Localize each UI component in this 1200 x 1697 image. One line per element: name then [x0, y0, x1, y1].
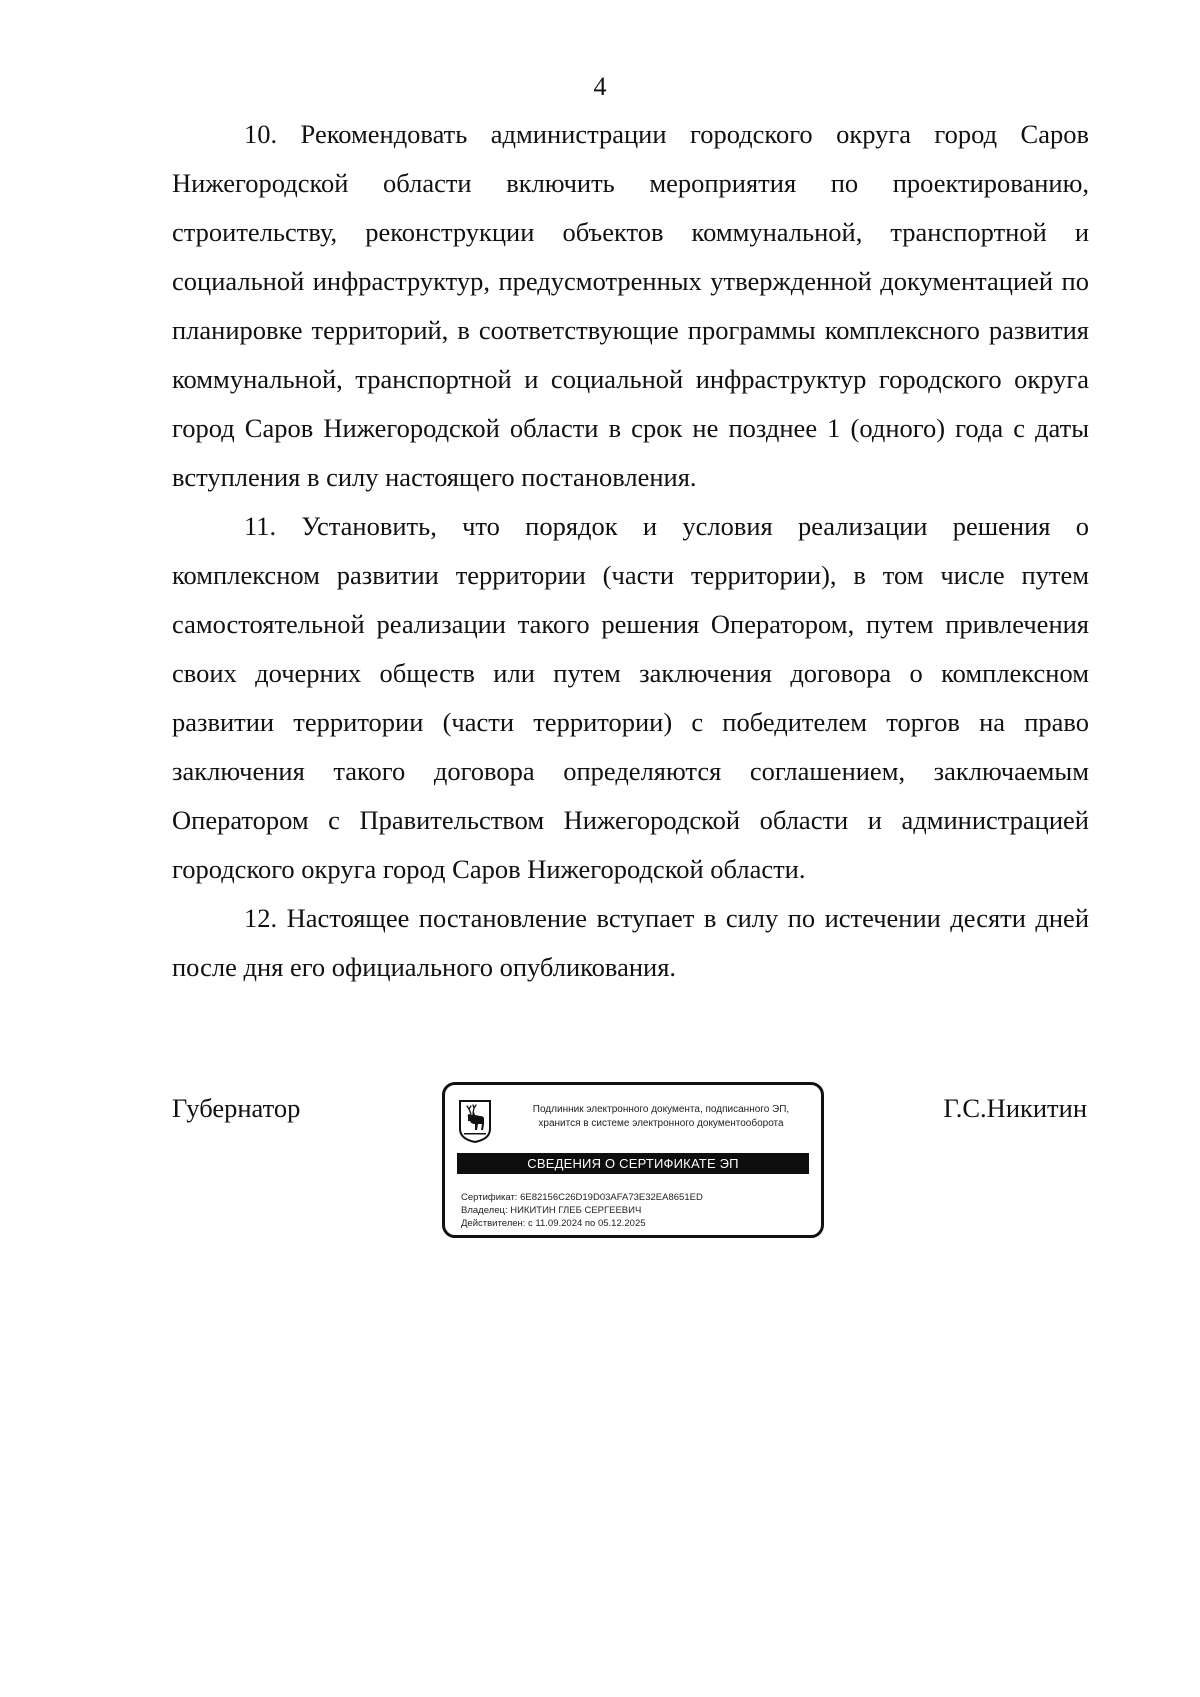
stamp-caption-line: Подлинник электронного документа, подписанного ЭП, [532, 1104, 790, 1115]
stamp-header-bar: СВЕДЕНИЯ О СЕРТИФИКАТЕ ЭП [457, 1153, 809, 1174]
stamp-caption-line: хранится в системе электронного документооборота [538, 1118, 784, 1129]
deer-emblem-icon [458, 1099, 492, 1143]
stamp-validity: Действителен: с 11.09.2024 по 05.12.2025 [461, 1218, 646, 1229]
stamp-certificate: Сертификат: 6E82156C26D19D03AFA73E32EA8651ED [461, 1192, 703, 1203]
electronic-signature-stamp [442, 1082, 824, 1238]
stamp-certificate-info [461, 1191, 811, 1230]
stamp-caption [505, 1103, 817, 1131]
stamp-owner: Владелец: НИКИТИН ГЛЕБ СЕРГЕЕВИЧ [461, 1205, 642, 1216]
paragraph-10: 10. Рекомендовать администрации городского округа город Саров Нижегородской области включить мероприятия по проектированию, строительству, реконструкции объектов коммунальной, транспортной и социальной инфраструктур, предусмотренных утвержденной документацией по планировке территорий, в соответствующие программы комплексного развития коммунальной, транспортной и социальной инфраструктур городского округа город Саров Нижегородской области в срок не позднее 1 (одного) года с даты вступления в силу настоящего постановления. [172, 119, 1089, 492]
paragraph-12: 12. Настоящее постановление вступает в силу по истечении десяти дней после дня его официального опубликования. [172, 903, 1089, 982]
signatory-name: Г.С.Никитин [943, 1093, 1087, 1123]
signatory-title: Губернатор [172, 1093, 301, 1123]
page-number: 4 [593, 72, 607, 101]
paragraph-11: 11. Установить, что порядок и условия реализации решения о комплексном развитии территории (части территории), в том числе путем самостоятельной реализации такого решения Оператором, путем привлечения своих дочерних обществ или путем заключения договора о комплексном развитии территории (части территории) с победителем торгов на право заключения такого договора определяются соглашением, заключаемым Оператором с Правительством Нижегородской области и администрацией городского округа город Саров Нижегородской области. [172, 511, 1089, 884]
document-body [172, 110, 1089, 992]
